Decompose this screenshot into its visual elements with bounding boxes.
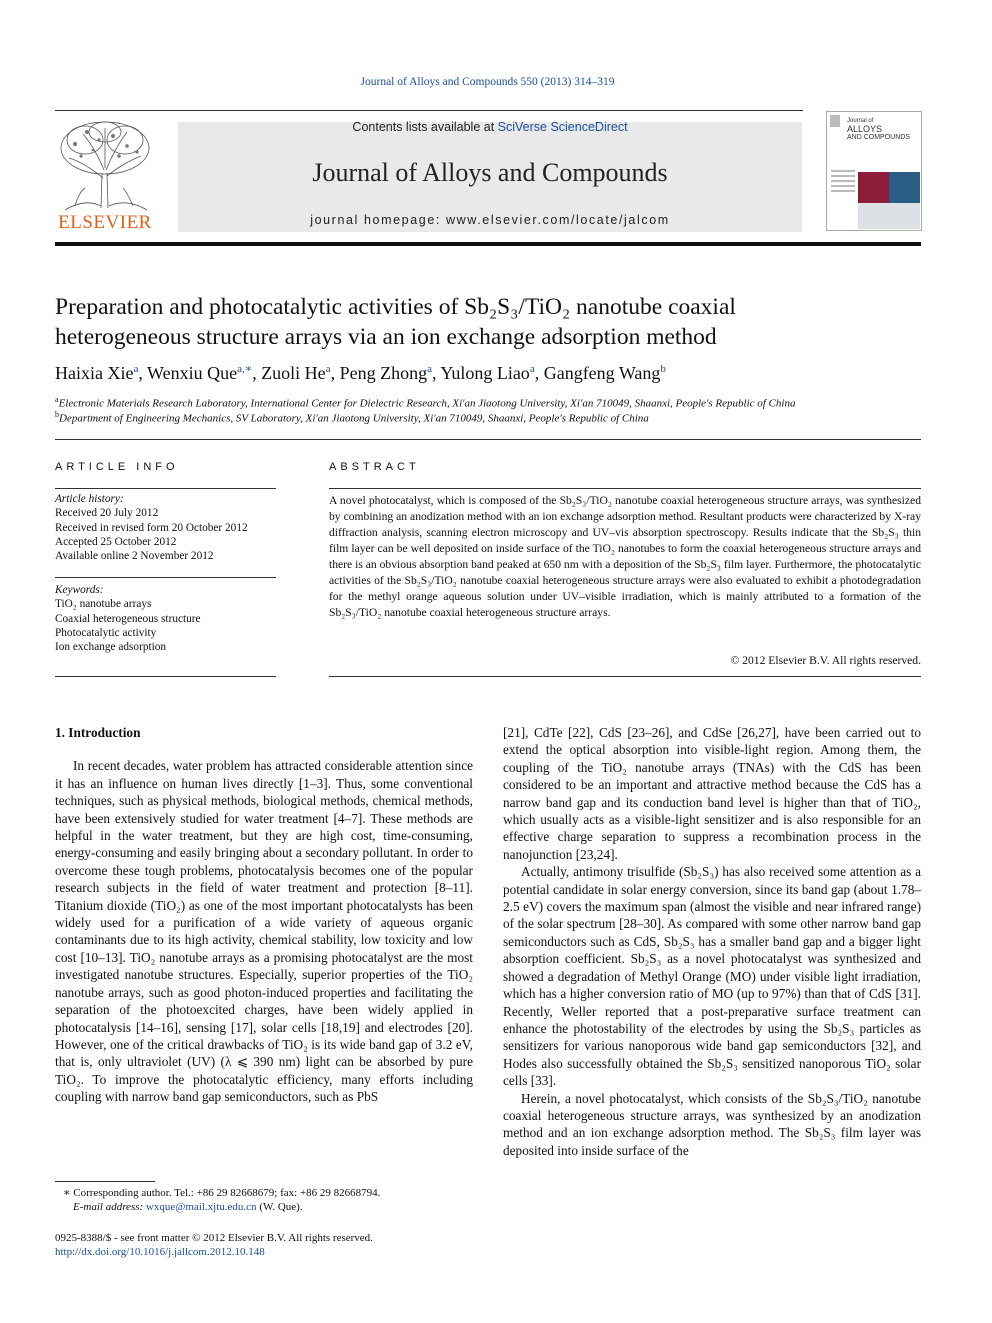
- author-name: Yulong Liao: [440, 363, 530, 383]
- keyword-item: TiO₂ nanotube arrays: [55, 598, 152, 611]
- author-name: Wenxiu Que: [147, 363, 238, 383]
- author-affil-mark[interactable]: b: [660, 363, 666, 375]
- affiliation-mark: b: [55, 410, 59, 419]
- cover-title-line3: AND COMPOUNDS: [847, 134, 911, 141]
- body-paragraph: Actually, antimony trisulfide (Sb₂S₃) has also received some attention as a potential candidate in solar energy conversion, since its band gap (about 1.78–2.5 eV) covers the maximum span (almost the visible and near infrared range) of the solar spectrum [28–30]. As compared with some other narrow band gap semiconductors such as CdS, Sb₂S₃ has a smaller band gap and a bigger light absorption coefficient. Sb₂S₃ as a novel photocatalyst was synthesized and showed a degradation of Methyl Orange (MO) under visible light irradiation, which has a higher conversion ratio of MO (up to 97%) than that of CdS [31]. Recently, Weller reported that a post-preparative surface treatment can enhance the photostability of the electrodes by using the Sb₂S₃ particles as sensitizers for various nanoporous wide band gap semiconductors [32], and Hodes also successfully obtained the Sb₂S₃ sensitized nanoporous TiO₂ solar cells [33].: [503, 864, 921, 1089]
- keywords: [55, 583, 276, 654]
- doi-link[interactable]: [55, 1245, 495, 1259]
- header-rule-top: [55, 110, 803, 111]
- article-title-line1: Preparation and photocatalytic activities of Sb₂S₃/TiO₂ nanotube coaxial: [55, 294, 736, 320]
- article-history: [55, 492, 276, 563]
- section-heading-introduction: 1. Introduction: [55, 725, 141, 740]
- email-note: [55, 1200, 513, 1214]
- journal-citation[interactable]: Journal of Alloys and Compounds 550 (2013) 314–319: [360, 76, 615, 88]
- cover-color-block-grey: [858, 203, 920, 229]
- body-paragraph: [21], CdTe [22], CdS [23–26], and CdSe [26,27], have been carried out to extend the optical absorption into visible-light region. Among them, the coupling of the TiO₂ nanotube arrays (TNAs) with the CdS has been considered to be an important and attractive method because the CdS has a narrow band gap and its conduction band level is higher than that of TiO₂, which usually acts as a visible-light sensitizer and is also responsible for an effective charge separation to suppress a recombination process in the nanojunction [23,24].: [503, 725, 921, 862]
- keyword-item: Photocatalytic activity: [55, 626, 157, 639]
- history-item: Received 20 July 2012: [55, 507, 159, 520]
- elsevier-wordmark: ELSEVIER: [58, 212, 152, 233]
- history-label: Article history:: [55, 493, 124, 505]
- author-name: Gangfeng Wang: [543, 363, 661, 383]
- author-affil-mark[interactable]: a: [133, 363, 139, 375]
- body-paragraph: Herein, a novel photocatalyst, which consists of the Sb₂S₃/TiO₂ nanotube coaxial heterogeneous structure arrays, was synthesized by an anodization method and an ion exchange adsorption method. The Sb₂S₃ film layer was deposited into inside surface of the: [503, 1090, 921, 1158]
- affiliation-b: [55, 410, 921, 425]
- copyright: © 2012 Elsevier B.V. All rights reserved.: [730, 654, 921, 667]
- article-info-bottom-rule: [55, 676, 276, 677]
- keywords-rule: [55, 577, 276, 578]
- author-name: Zuoli He: [261, 363, 326, 383]
- body-paragraph: In recent decades, water problem has attracted considerable attention since it has an influence on human lives directly [1–3]. Thus, some conventional techniques, such as physical methods, biological methods, chemical methods, have been extensively studied for water treatment [4–7]. These methods are helpful in the water treatment, but they are high cost, time-consuming, energy-consuming and easily bringing about a secondary pollutant. In order to overcome these tough problems, photocatalysis becomes one of the popular research subjects in the field of water treatment and protection [8–11]. Titanium dioxide (TiO₂) as one of the most important photocatalysts has been widely used for a purification of a wide variety of aqueous organic contaminants due to its high activity, chemical stability, low toxicity and low cost [10–13]. TiO₂ nanotube arrays as a promising photocatalyst are the most investigated nanotube structures. Especially, superior properties of the TiO₂ nanotube arrays, such as good photon-induced properties and facilitating the separation of the photoexcited charges, have been widely applied in photocatalysis [14–16], sensing [17], solar cells [18,19] and electrodes [20]. However, one of the critical drawbacks of TiO₂ is its wide band gap of 3.2 eV, that is, only ultraviolet (UV) (λ ⩽ 390 nm) light can be absorbed by pure TiO₂. To improve the photocatalytic efficiency, many efforts including coupling with narrow band gap semiconductors, such as PbS: [55, 758, 473, 1105]
- cover-text-lines: [831, 170, 855, 192]
- abstract-rule: [329, 488, 921, 489]
- email-label: E-mail address:: [73, 1201, 146, 1213]
- cover-title-line1: Journal of: [847, 118, 874, 124]
- keyword-item: Ion exchange adsorption: [55, 641, 167, 654]
- body-column-left: [55, 724, 473, 1106]
- keyword-item: Coaxial heterogeneous structure: [55, 612, 201, 625]
- cover-title-line2: ALLOYS: [847, 124, 883, 134]
- history-item: Accepted 25 October 2012: [55, 535, 177, 548]
- corresponding-author-note: ∗ Corresponding author. Tel.: +86 29 82668679; fax: +86 29 82668794.: [63, 1187, 381, 1199]
- contents-prefix: Contents lists available at: [352, 120, 498, 134]
- email-link[interactable]: wxque@mail.xjtu.edu.cn: [145, 1201, 257, 1213]
- contents-line: [178, 120, 802, 134]
- history-item: Received in revised form 20 October 2012: [55, 521, 248, 534]
- article-title: [55, 292, 921, 352]
- author-name: Haixia Xie: [55, 363, 134, 383]
- author-name: Peng Zhong: [339, 363, 428, 383]
- affiliation-text: Electronic Materials Research Laboratory, International Center for Dielectric Research, Xi'an Jiaotong University, Xi'an 710049, Shaanxi, People's Republic of China: [58, 397, 796, 410]
- abstract-text: A novel photocatalyst, which is composed of the Sb₂S₃/TiO₂ nanotube coaxial heterogeneous structure arrays, was synthesized by combining an anodization method with an ion exchange adsorption method. Resultant products were characterized by X-ray diffraction analysis, scanning electron microscopy and UV–vis absorption spectroscopy. Results indicate that the Sb₂S₃ thin film layer can be well deposited on inside surface of the TiO₂ nanotubes to form the coaxial heterogeneous structure arrays and there is an obvious absorption band peaked at 650 nm with a deposition of the Sb₂S₃ film layer. Furthermore, the photocatalytic activities of the Sb₂S₃/TiO₂ nanotube coaxial heterogeneous structure arrays were also evaluated to exhibit a photodegradation for the methyl orange aqueous solution under UV–visible irradiation, which is mainly attributed to a formation of the Sb₂S₃/TiO₂ nanotube coaxial heterogeneous structure arrays.: [329, 494, 921, 619]
- cover-color-block-blue: [889, 172, 920, 203]
- issn-line: 0925-8388/$ - see front matter © 2012 Elsevier B.V. All rights reserved.: [55, 1232, 373, 1244]
- body-column-right: [503, 724, 921, 1159]
- keywords-label: Keywords:: [55, 584, 104, 596]
- affiliation-text: Department of Engineering Mechanics, SV Laboratory, Xi'an Jiaotong University, Xi'an 710049, Shaanxi, People's Republic of China: [59, 412, 649, 425]
- author-affil-mark[interactable]: a,∗: [237, 363, 253, 375]
- article-info-rule: [55, 488, 276, 489]
- cover-logo-icon: [830, 115, 840, 127]
- history-item: Available online 2 November 2012: [55, 550, 214, 563]
- affiliation-rule: [55, 439, 921, 440]
- header-rule-thick: [55, 242, 921, 246]
- author-affil-mark[interactable]: a: [325, 363, 331, 375]
- abstract-heading: ABSTRACT: [329, 461, 420, 473]
- cover-color-block-red: [858, 172, 889, 203]
- doi-link-text[interactable]: http://dx.doi.org/10.1016/j.jallcom.2012.10.148: [55, 1246, 265, 1258]
- affiliation-mark: a: [55, 395, 59, 404]
- journal-name: Journal of Alloys and Compounds: [312, 158, 668, 187]
- footnote-rule: [55, 1181, 155, 1182]
- author-list: Haixia Xie$^a$, Wenxiu Que$^{a,∗}$, Zuoli He$^a$, Peng Zhong$^a$, Yulong Liao$^a$, Gangfeng Wang$^b$: [55, 363, 666, 383]
- affiliation-a: [55, 395, 921, 410]
- article-title-line2: heterogeneous structure arrays via an ion exchange adsorption method: [55, 324, 717, 350]
- author-affil-mark[interactable]: a: [529, 363, 535, 375]
- sciencedirect-link[interactable]: SciVerse ScienceDirect: [497, 120, 628, 134]
- author-affil-mark[interactable]: a: [427, 363, 432, 375]
- abstract-bottom-rule: [329, 676, 921, 677]
- journal-cover-thumbnail[interactable]: [826, 111, 922, 231]
- email-suffix: (W. Que).: [256, 1201, 303, 1213]
- journal-homepage[interactable]: journal homepage: www.elsevier.com/locate/jalcom: [310, 213, 670, 227]
- article-info-heading: ARTICLE INFO: [55, 461, 179, 473]
